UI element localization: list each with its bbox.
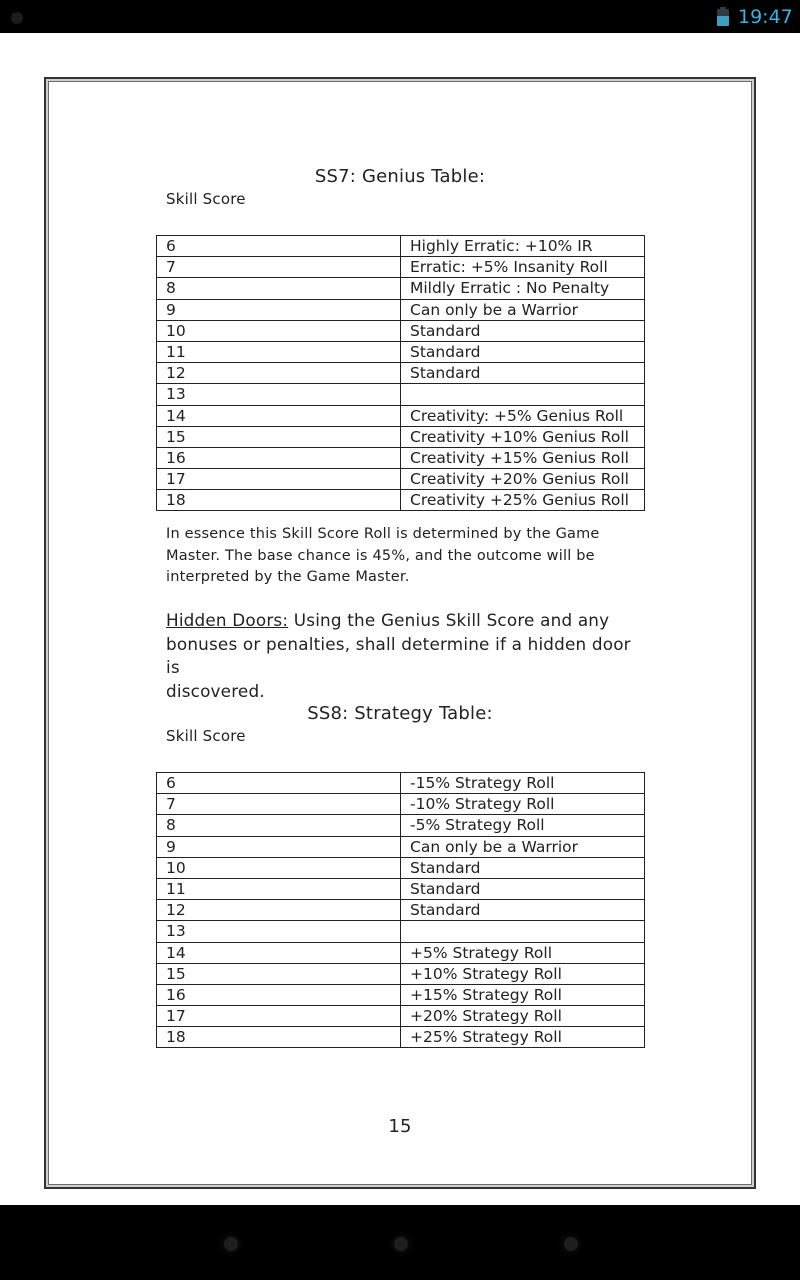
skill-score-cell: 16 [157, 984, 401, 1005]
genius-table-column-label: Skill Score [166, 190, 246, 208]
recent-apps-button[interactable] [564, 1237, 578, 1251]
effect-cell: Standard [401, 857, 645, 878]
table-row [157, 773, 645, 794]
status-clock: 19:47 [738, 6, 793, 28]
skill-score-cell: 14 [157, 405, 401, 426]
hidden-doors-paragraph [166, 609, 636, 703]
skill-score-cell: 7 [157, 257, 401, 278]
effect-cell: +20% Strategy Roll [401, 1006, 645, 1027]
hidden-doors-heading: Hidden Doors: [166, 610, 289, 630]
effect-cell: +10% Strategy Roll [401, 963, 645, 984]
table-row [157, 1006, 645, 1027]
effect-cell: -15% Strategy Roll [401, 773, 645, 794]
page-number: 15 [388, 1116, 412, 1137]
hidden-doors-line: bonuses or penalties, shall determine if a hidden door is [166, 633, 631, 677]
skill-score-cell: 7 [157, 794, 401, 815]
skill-score-cell: 15 [157, 963, 401, 984]
hidden-doors-text: Using the Genius Skill Score and any [288, 610, 610, 630]
effect-cell: Standard [401, 341, 645, 362]
essence-line: In essence this Skill Score Roll is determined by the Game [166, 526, 600, 542]
strategy-table-title: SS8: Strategy Table: [307, 703, 493, 724]
skill-score-cell: 13 [157, 921, 401, 942]
table-row [157, 236, 645, 257]
effect-cell: Highly Erratic: +10% IR [401, 236, 645, 257]
effect-cell [401, 921, 645, 942]
table-row [157, 857, 645, 878]
table-row [157, 405, 645, 426]
skill-score-cell: 8 [157, 815, 401, 836]
notification-dot-icon [11, 12, 23, 24]
table-row [157, 299, 645, 320]
table-row [157, 490, 645, 511]
effect-cell: Creativity +25% Genius Roll [401, 490, 645, 511]
table-row [157, 878, 645, 899]
skill-score-cell: 16 [157, 447, 401, 468]
hidden-doors-line: discovered. [166, 680, 265, 701]
effect-cell: Can only be a Warrior [401, 299, 645, 320]
table-row [157, 469, 645, 490]
table-row [157, 426, 645, 447]
skill-score-cell: 18 [157, 490, 401, 511]
table-row [157, 963, 645, 984]
effect-cell: Standard [401, 900, 645, 921]
skill-score-cell: 8 [157, 278, 401, 299]
effect-cell: -10% Strategy Roll [401, 794, 645, 815]
table-row [157, 341, 645, 362]
effect-cell: -5% Strategy Roll [401, 815, 645, 836]
table-row [157, 921, 645, 942]
status-bar [0, 0, 800, 33]
effect-cell: Creativity +10% Genius Roll [401, 426, 645, 447]
battery-icon [717, 7, 729, 26]
table-row [157, 447, 645, 468]
effect-cell: Creativity +15% Genius Roll [401, 447, 645, 468]
table-row [157, 384, 645, 405]
skill-score-cell: 9 [157, 836, 401, 857]
effect-cell: Erratic: +5% Insanity Roll [401, 257, 645, 278]
skill-score-cell: 15 [157, 426, 401, 447]
skill-score-cell: 18 [157, 1027, 401, 1048]
table-row [157, 363, 645, 384]
strategy-table-column-label: Skill Score [166, 727, 246, 745]
table-row [157, 794, 645, 815]
essence-line: Master. The base chance is 45%, and the outcome will be [166, 547, 595, 564]
table-row [157, 1027, 645, 1048]
effect-cell: Standard [401, 363, 645, 384]
table-row [157, 900, 645, 921]
skill-score-cell: 17 [157, 469, 401, 490]
effect-cell: Can only be a Warrior [401, 836, 645, 857]
effect-cell: Standard [401, 320, 645, 341]
table-row [157, 278, 645, 299]
skill-score-cell: 10 [157, 857, 401, 878]
skill-score-cell: 14 [157, 942, 401, 963]
effect-cell: +5% Strategy Roll [401, 942, 645, 963]
genius-table [156, 235, 645, 511]
skill-score-cell: 11 [157, 341, 401, 362]
back-button[interactable] [224, 1237, 238, 1251]
skill-score-cell: 11 [157, 878, 401, 899]
effect-cell: +15% Strategy Roll [401, 984, 645, 1005]
table-row [157, 836, 645, 857]
effect-cell: Creativity: +5% Genius Roll [401, 405, 645, 426]
strategy-table [156, 772, 645, 1048]
effect-cell: Creativity +20% Genius Roll [401, 469, 645, 490]
skill-score-cell: 17 [157, 1006, 401, 1027]
skill-score-cell: 12 [157, 900, 401, 921]
skill-score-cell: 10 [157, 320, 401, 341]
table-row [157, 942, 645, 963]
effect-cell [401, 384, 645, 405]
skill-score-cell: 6 [157, 236, 401, 257]
table-row [157, 984, 645, 1005]
essence-line: interpreted by the Game Master. [166, 569, 410, 586]
essence-paragraph [166, 524, 626, 589]
skill-score-cell: 6 [157, 773, 401, 794]
table-row [157, 257, 645, 278]
effect-cell: +25% Strategy Roll [401, 1027, 645, 1048]
table-row [157, 320, 645, 341]
effect-cell: Standard [401, 878, 645, 899]
skill-score-cell: 9 [157, 299, 401, 320]
table-row [157, 815, 645, 836]
genius-table-title: SS7: Genius Table: [314, 166, 486, 187]
skill-score-cell: 13 [157, 384, 401, 405]
navigation-bar [0, 1205, 800, 1280]
skill-score-cell: 12 [157, 363, 401, 384]
home-button[interactable] [394, 1237, 408, 1251]
effect-cell: Mildly Erratic : No Penalty [401, 278, 645, 299]
